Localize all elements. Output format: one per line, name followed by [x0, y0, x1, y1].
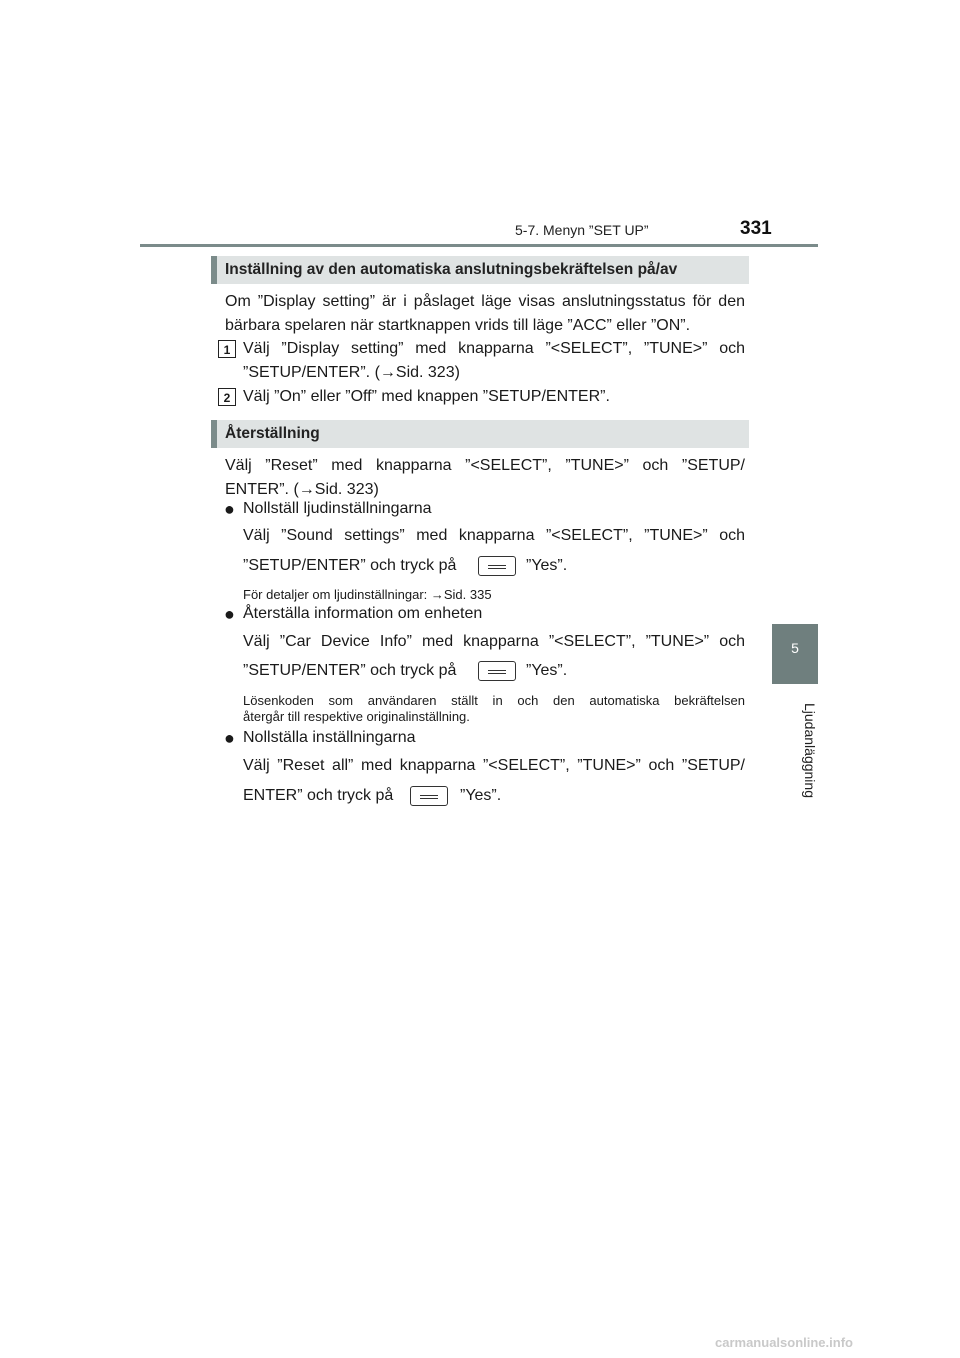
step-number-2: 2 — [218, 388, 236, 406]
bullet2-line2: ”SETUP/ENTER” och tryck på — [243, 662, 457, 679]
watermark: carmanualsonline.info — [715, 1335, 853, 1350]
steering-switch-button-icon — [410, 786, 448, 806]
section1-intro-line1: Om ”Display setting” är i påslaget läge visas anslutningsstatus för den — [225, 293, 745, 310]
section-title-reset: Återställning — [211, 420, 749, 448]
bullet1-line1: Välj ”Sound settings” med knapparna ”<SELECT”, ”TUNE>” och — [243, 527, 745, 544]
header-divider — [140, 244, 818, 247]
section-header: 5-7. Menyn ”SET UP” — [515, 222, 649, 238]
step1-line1: Välj ”Display setting” med knapparna ”<SELECT”, ”TUNE>” och — [243, 340, 745, 357]
bullet2-note-line2: återgår till respektive originalinställning. — [243, 709, 470, 724]
bullet-icon: ● — [224, 604, 235, 624]
steering-switch-button-icon — [478, 556, 516, 576]
bullet2-heading: Återställa information om enheten — [243, 605, 483, 622]
bullet3-line1: Välj ”Reset all” med knapparna ”<SELECT”, ”TUNE>” och ”SETUP/ — [243, 757, 745, 774]
section2-intro-line1: Välj ”Reset” med knapparna ”<SELECT”, ”TUNE>” och ”SETUP/ — [225, 457, 745, 474]
bullet1-line2: ”SETUP/ENTER” och tryck på — [243, 557, 457, 574]
page-number: 331 — [740, 218, 772, 239]
bullet3-heading: Nollställa inställningarna — [243, 729, 416, 746]
bullet3-line2: ENTER” och tryck på — [243, 787, 394, 804]
bullet2-note-line1: Lösenkoden som användaren ställt in och den automatiska bekräftelsen — [243, 693, 745, 708]
chapter-number: 5 — [791, 640, 799, 656]
section-title-auto-connect: Inställning av den automatiska anslutningsbekräftelsen på/av — [211, 256, 749, 284]
step1-line2: ”SETUP/ENTER”. (→Sid. 323) — [243, 364, 460, 381]
section2-intro-line2: ENTER”. (→Sid. 323) — [225, 481, 379, 498]
bullet1-line2-end: ”Yes”. — [526, 557, 568, 574]
section1-intro-line2: bärbara spelaren när startknappen vrids till läge ”ACC” eller ”ON”. — [225, 317, 691, 334]
bullet3-line2-end: ”Yes”. — [460, 787, 502, 804]
bullet2-line2-end: ”Yes”. — [526, 662, 568, 679]
bullet-icon: ● — [224, 728, 235, 748]
step-number-1: 1 — [218, 340, 236, 358]
bullet-icon: ● — [224, 499, 235, 519]
bullet1-heading: Nollställ ljudinställningarna — [243, 500, 432, 517]
step2-text: Välj ”On” eller ”Off” med knappen ”SETUP/ENTER”. — [243, 388, 610, 405]
steering-switch-button-icon — [478, 661, 516, 681]
chapter-label: Ljudanläggning — [802, 702, 818, 798]
bullet2-line1: Välj ”Car Device Info” med knapparna ”<SELECT”, ”TUNE>” och — [243, 633, 745, 650]
bullet1-note: För detaljer om ljudinställningar: →Sid. 335 — [243, 587, 492, 602]
